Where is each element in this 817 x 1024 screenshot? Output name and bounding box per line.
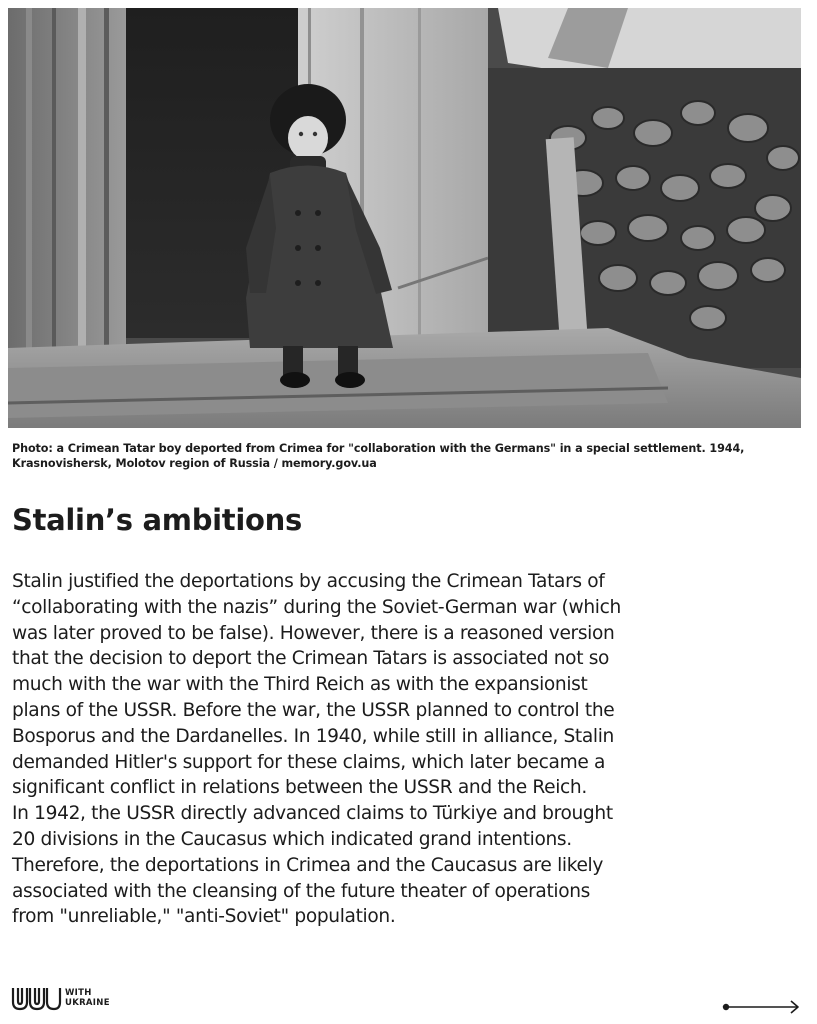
logo-line-ukraine: UKRAINE [65, 998, 110, 1008]
body-line: demanded Hitler's support for these claims, which later became a [12, 751, 606, 773]
body-line: that the decision to deport the Crimean Tatars is associated not so [12, 648, 610, 670]
archival-photo [8, 8, 801, 428]
body-line: 20 divisions in the Caucasus which indicated grand intentions. [12, 828, 572, 850]
body-line: was later proved to be false). However, there is a reasoned version [12, 622, 615, 644]
section-heading: Stalin’s ambitions [12, 503, 302, 537]
logo-line-with: WITH [65, 988, 92, 998]
body-line: significant conflict in relations between the USSR and the Reich. [12, 777, 587, 799]
body-line: much with the war with the Third Reich as with the expansionist [12, 674, 588, 696]
body-line: Stalin justified the deportations by accusing the Crimean Tatars of [12, 571, 605, 592]
body-line: “collaborating with the nazis” during the Soviet-German war (which [12, 596, 621, 618]
body-line: Bosporus and the Dardanelles. In 1940, while still in alliance, Stalin [12, 725, 614, 747]
arrow-right-icon [722, 999, 802, 1015]
photo-caption: Photo: a Crimean Tatar boy deported from Crimea for "collaboration with the Germans" in a special settlement. 1944, Krasnovishersk, Molotov region of Russia / memory.gov.ua [12, 442, 745, 470]
body-line: from "unreliable," "anti-Soviet" population. [12, 906, 396, 928]
logo-wordmark [65, 988, 110, 1008]
body-line: plans of the USSR. Before the war, the USSR planned to control the [12, 699, 615, 721]
body-paragraph [12, 569, 808, 930]
next-slide-button[interactable] [722, 999, 802, 1015]
body-line: In 1942, the USSR directly advanced claims to Türkiye and brought [12, 803, 613, 825]
body-line: Therefore, the deportations in Crimea and the Caucasus are likely [12, 854, 604, 876]
with-ukraine-logo-icon [10, 984, 62, 1012]
with-ukraine-logo[interactable] [10, 983, 110, 1013]
body-line: associated with the cleansing of the future theater of operations [12, 880, 590, 902]
archival-photo-icon [8, 8, 801, 428]
